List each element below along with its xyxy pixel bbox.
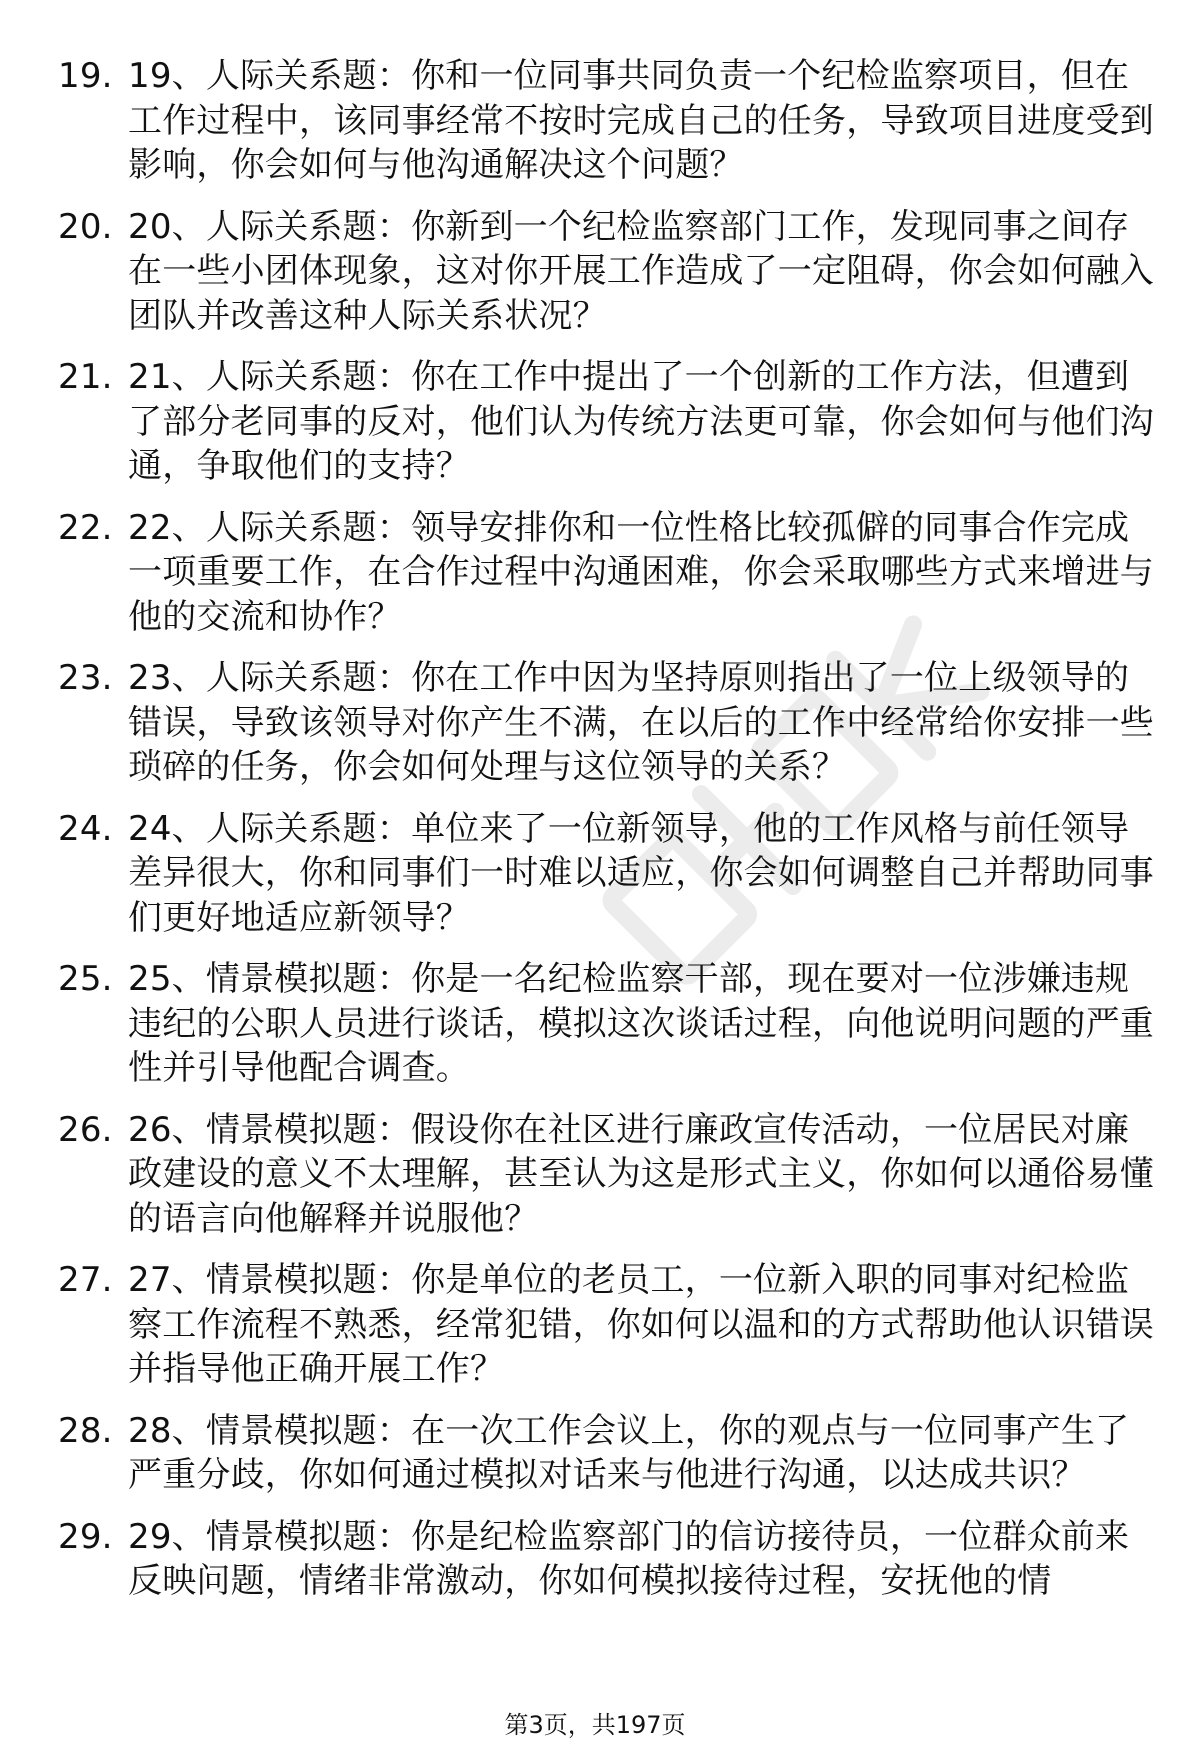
question-number: 19. bbox=[58, 56, 113, 96]
question-number: 20. bbox=[58, 206, 113, 247]
question-item bbox=[58, 205, 1158, 339]
question-number: 26. bbox=[58, 1109, 113, 1150]
question-text: 29、情景模拟题：你是纪检监察部门的信访接待员，一位群众前来反映问题，情绪非常激动，你如何模拟接待过程，安抚他的情 bbox=[128, 1516, 1130, 1601]
question-item bbox=[58, 54, 1158, 188]
question-item bbox=[58, 355, 1158, 489]
question-item bbox=[58, 957, 1158, 1091]
question-text: 23、人际关系题：你在工作中因为坚持原则指出了一位上级领导的错误，导致该领导对你产生不满，在以后的工作中经常给你安排一些琐碎的任务，你会如何处理与这位领导的关系？ bbox=[128, 658, 1154, 787]
page-number-label: 第3页，共197页 bbox=[504, 1711, 686, 1739]
question-text: 28、情景模拟题：在一次工作会议上，你的观点与一位同事产生了严重分歧，你如何通过模拟对话来与他进行沟通，以达成共识？ bbox=[128, 1410, 1130, 1495]
question-number: 29. bbox=[58, 1516, 113, 1557]
question-text: 24、人际关系题：单位来了一位新领导，他的工作风格与前任领导差异很大，你和同事们一时难以适应，你会如何调整自己并帮助同事们更好地适应新领导？ bbox=[128, 808, 1154, 938]
question-number: 27. bbox=[58, 1260, 113, 1300]
question-item bbox=[58, 1258, 1158, 1392]
question-text: 26、情景模拟题：假设你在社区进行廉政宣传活动，一位居民对廉政建设的意义不太理解，甚至认为这是形式主义，你如何以通俗易懂的语言向他解释并说服他？ bbox=[128, 1109, 1154, 1239]
page-footer bbox=[0, 1710, 1190, 1740]
question-item bbox=[58, 807, 1158, 941]
question-list bbox=[58, 54, 1158, 1621]
question-text: 22、人际关系题：领导安排你和一位性格比较孤僻的同事合作完成一项重要工作，在合作过程中沟通困难，你会采取哪些方式来增进与他的交流和协作？ bbox=[128, 507, 1154, 637]
question-item bbox=[58, 1108, 1158, 1242]
question-item bbox=[58, 656, 1158, 790]
question-item bbox=[58, 506, 1158, 640]
question-item bbox=[58, 1409, 1158, 1498]
question-item bbox=[58, 1515, 1158, 1604]
question-number: 24. bbox=[58, 808, 113, 849]
question-text: 25、情景模拟题：你是一名纪检监察干部，现在要对一位涉嫌违规违纪的公职人员进行谈话，模拟这次谈话过程，向他说明问题的严重性并引导他配合调查。 bbox=[128, 959, 1154, 1088]
question-number: 21. bbox=[58, 357, 113, 397]
question-text: 20、人际关系题：你新到一个纪检监察部门工作，发现同事之间存在一些小团体现象，这对你开展工作造成了一定阻碍，你会如何融入团队并改善这种人际关系状况？ bbox=[128, 206, 1154, 336]
question-number: 28. bbox=[58, 1410, 113, 1451]
question-number: 23. bbox=[58, 658, 113, 698]
question-text: 27、情景模拟题：你是单位的老员工，一位新入职的同事对纪检监察工作流程不熟悉，经常犯错，你如何以温和的方式帮助他认识错误并指导他正确开展工作？ bbox=[128, 1260, 1154, 1389]
question-number: 22. bbox=[58, 507, 113, 548]
question-number: 25. bbox=[58, 959, 113, 999]
question-text: 19、人际关系题：你和一位同事共同负责一个纪检监察项目，但在工作过程中，该同事经常不按时完成自己的任务，导致项目进度受到影响，你会如何与他沟通解决这个问题？ bbox=[128, 56, 1154, 185]
question-text: 21、人际关系题：你在工作中提出了一个创新的工作方法，但遭到了部分老同事的反对，他们认为传统方法更可靠，你会如何与他们沟通，争取他们的支持？ bbox=[128, 357, 1154, 486]
